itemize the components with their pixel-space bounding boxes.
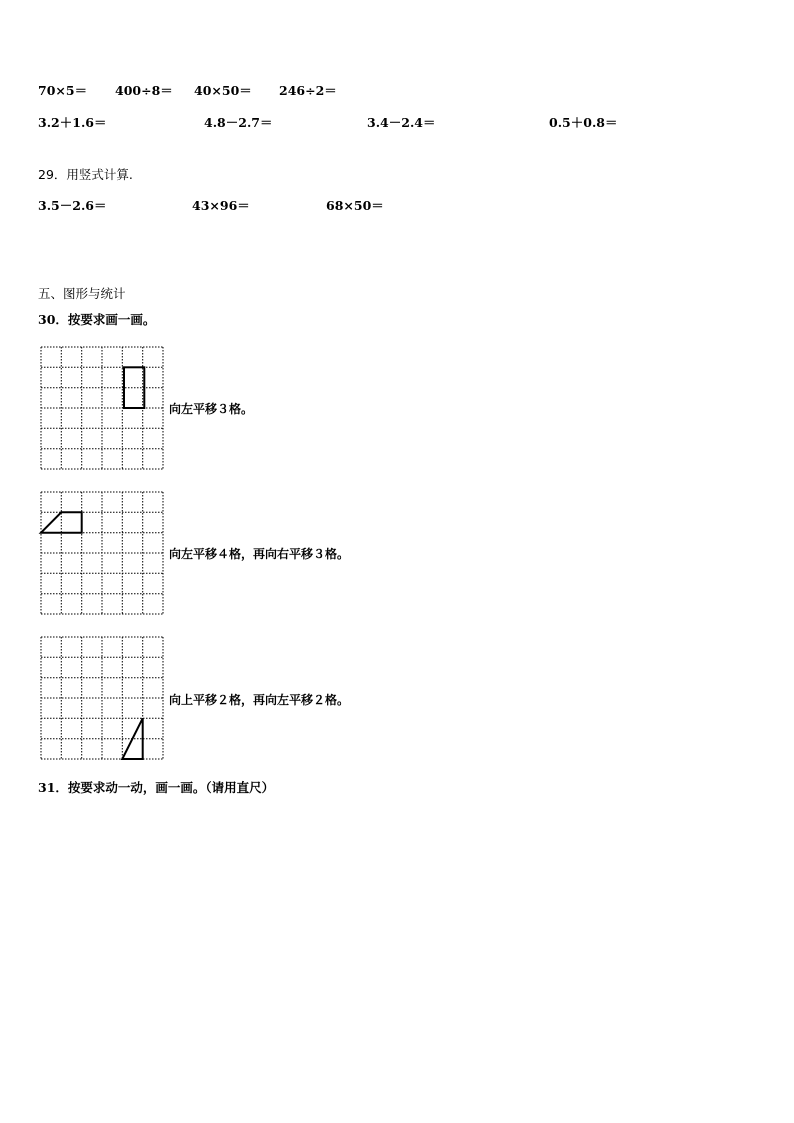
mental-math-item: 4.8－2.7＝ [204,115,273,130]
task-instruction: 向左平移４格，再向右平移３格。 [169,547,350,561]
mental-math-item: 70×5＝ [38,83,88,98]
question-29-title: 29．用竖式计算. [38,167,133,182]
mental-math-item: 246÷2＝ [279,83,337,98]
mental-math-item: 40×50＝ [194,83,252,98]
vertical-calc-item: 3.5－2.6＝ [38,198,107,213]
grid-rectangle-task [40,346,165,471]
task-instruction: 向上平移２格，再向左平移２格。 [169,693,350,707]
mental-math-item: 0.5＋0.8＝ [549,115,618,130]
task-instruction: 向左平移３格。 [169,402,254,416]
grid-trapezoid-task [40,491,165,616]
dotted-grid-lines [41,492,163,614]
question-30-title: 30．按要求画一画。 [38,312,156,327]
question-31-title: 31．按要求动一动，画一画。（请用直尺） [38,780,275,795]
mental-math-item: 400÷8＝ [115,83,173,98]
grid-triangle-task [40,636,165,761]
mental-math-item: 3.4－2.4＝ [367,115,436,130]
vertical-calc-item: 43×96＝ [192,198,250,213]
dotted-grid-lines [41,637,163,759]
mental-math-item: 3.2＋1.6＝ [38,115,107,130]
section-title: 五、图形与统计 [38,286,126,301]
vertical-calc-item: 68×50＝ [326,198,384,213]
